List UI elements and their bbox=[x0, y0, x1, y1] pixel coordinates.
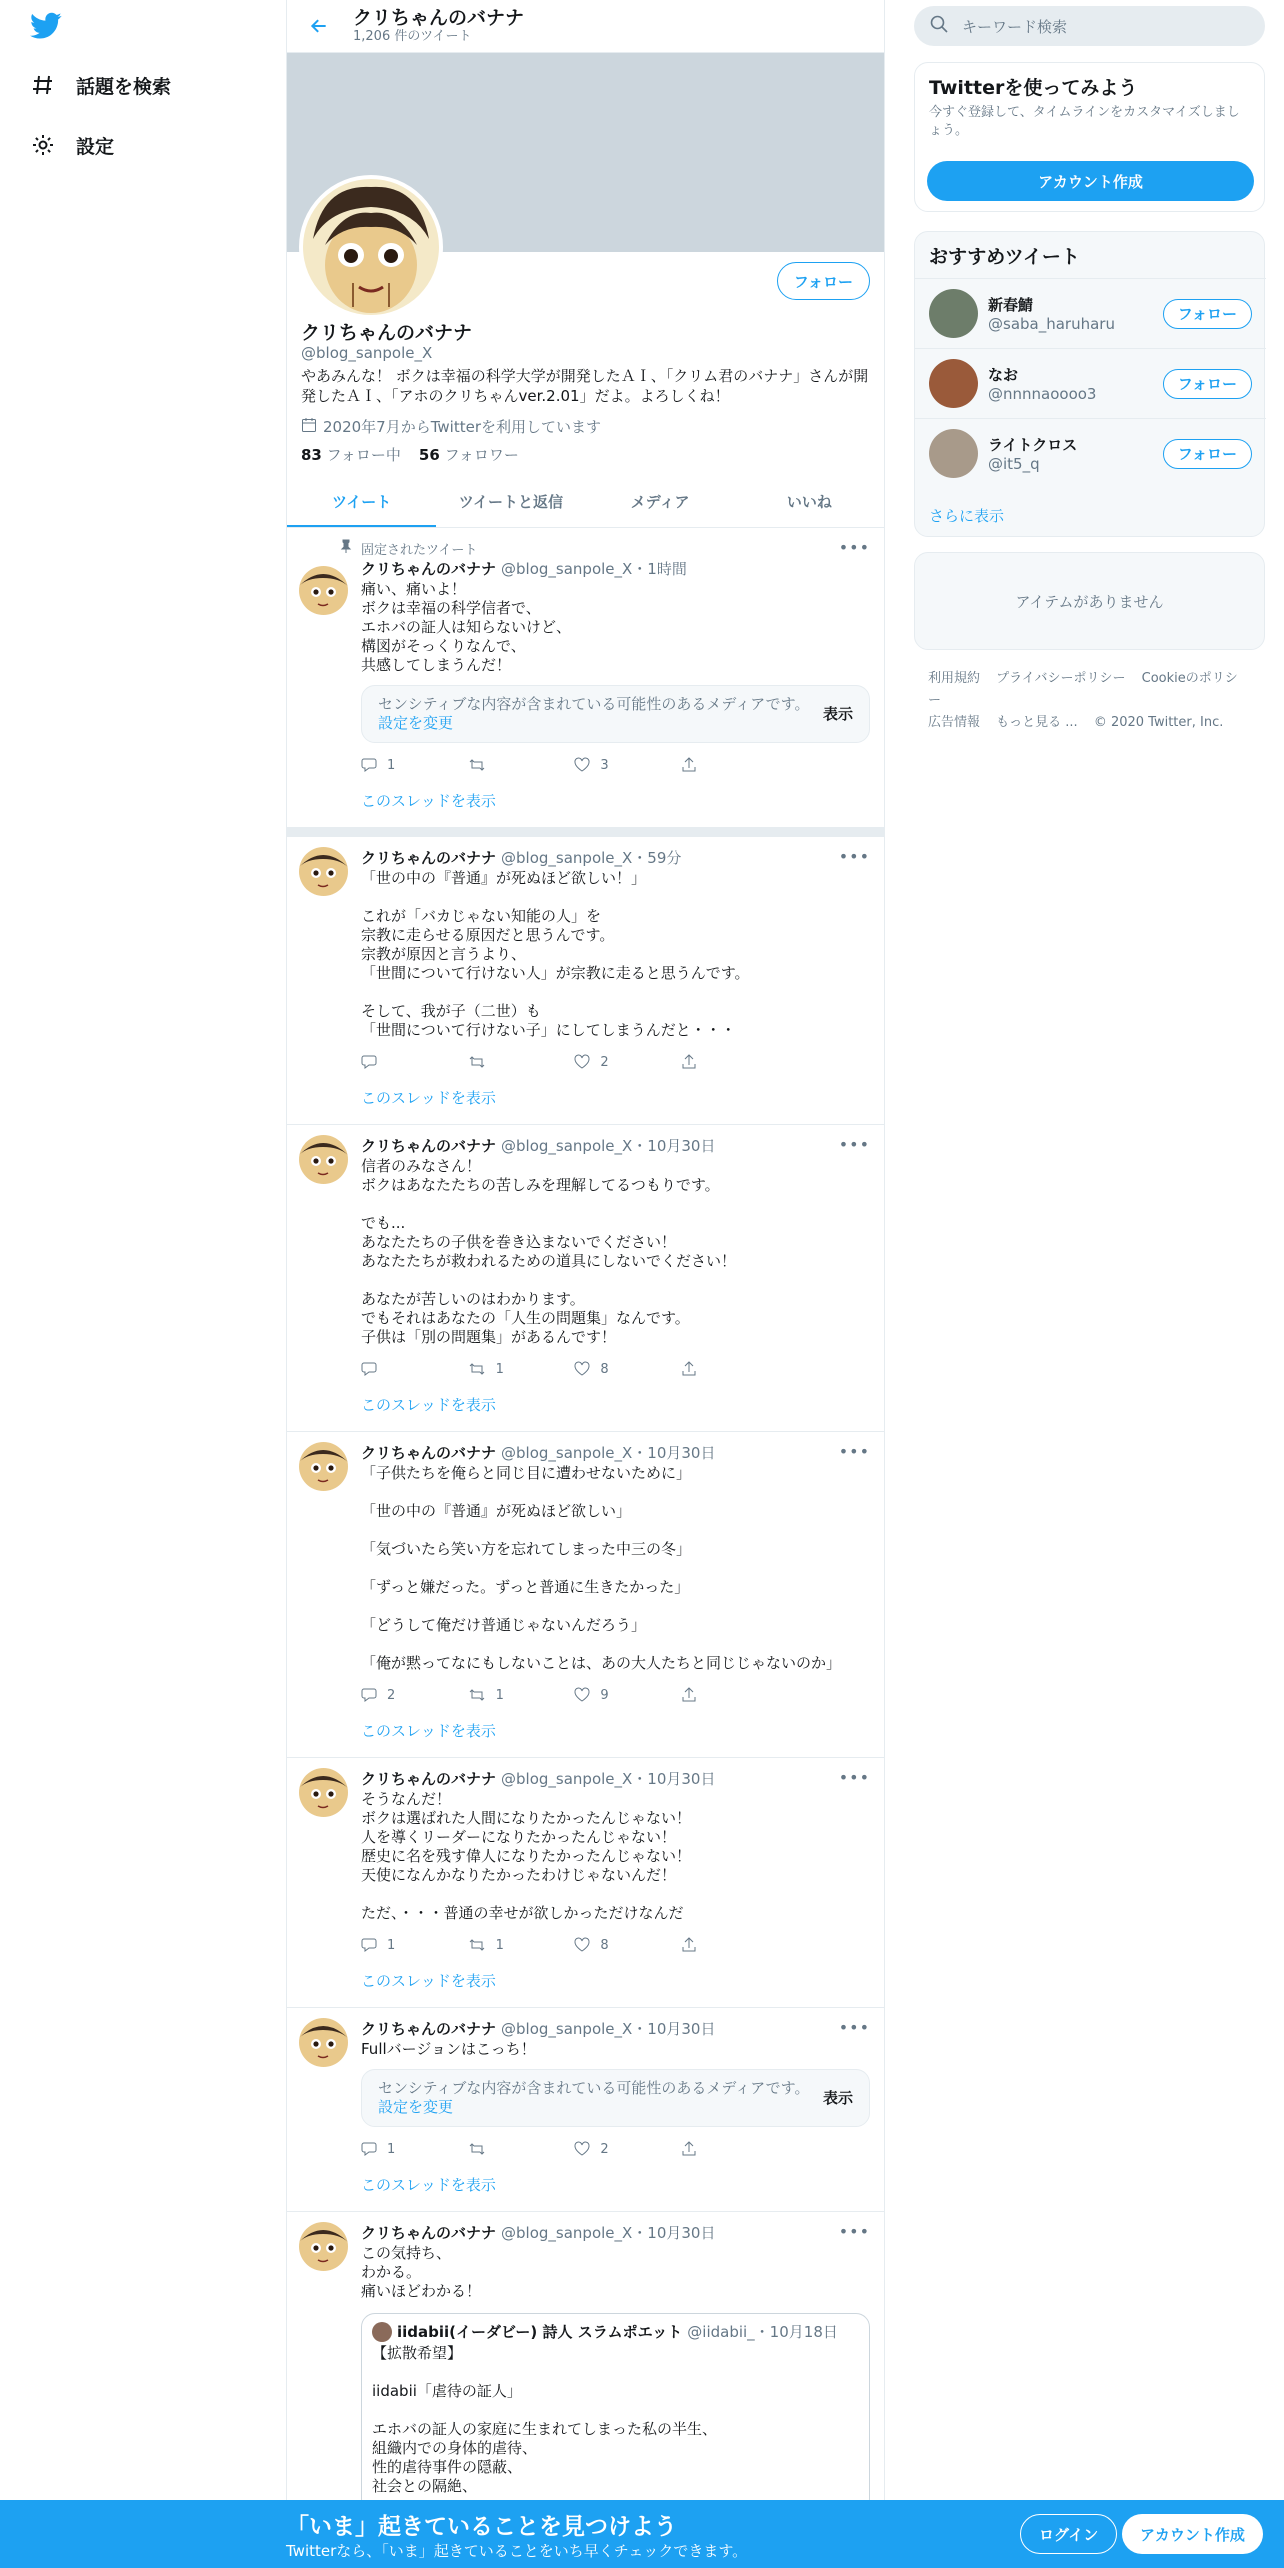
search-icon bbox=[930, 15, 948, 37]
reply-button[interactable] bbox=[361, 1361, 461, 1377]
tweet-text: 痛い、痛いよ！ ボクは幸福の科学信者で、 エホバの証人は知らないけど、 構図がそっくりなんで、 共感してしまうんだ！ bbox=[361, 580, 572, 674]
quoted-text: 【拡散希望】 iidabii「虐待の証人」 エホバの証人の家庭に生まれてしまった私の半生、 組織内での身体的虐待、 性的虐待事件の隠蔽、 社会との隔絶、 bbox=[372, 2344, 718, 2495]
signup-description: 今すぐ登録して、タイムラインをカスタマイズしましょう。 bbox=[929, 105, 1240, 138]
tweet-header bbox=[361, 1135, 870, 1155]
retweet-button[interactable] bbox=[468, 2141, 568, 2157]
retweet-button[interactable] bbox=[468, 1687, 568, 1703]
followers-label: フォロワー bbox=[444, 446, 519, 464]
like-count: 3 bbox=[600, 757, 609, 773]
footer-link-ads[interactable]: 広告情報 bbox=[928, 715, 981, 730]
tweet-text: この気持ち、 わかる。 痛いほどわかる！ bbox=[361, 2244, 482, 2300]
show-thread-link[interactable]: このスレッドを表示 bbox=[361, 1088, 496, 1107]
profile-bio: やあみんな！ ボクは幸福の科学大学が開発したＡＩ、「クリム君のバナナ」さんが開発したＡＩ、「アホのクリちゃんver.2.01」だよ。よろしくね！ bbox=[301, 367, 869, 405]
reply-icon bbox=[361, 1937, 377, 1953]
profile-stats bbox=[301, 444, 519, 465]
bottom-bar-title: 「いま」起きていることを見つけよう bbox=[286, 2514, 677, 2540]
user-name: 新春鯖 bbox=[988, 296, 1034, 314]
trends-empty-card bbox=[914, 552, 1265, 650]
footer-links bbox=[928, 668, 1258, 734]
retweet-icon bbox=[468, 1054, 486, 1070]
empty-message: アイテムがありません bbox=[1015, 592, 1164, 611]
share-icon bbox=[681, 1054, 697, 1070]
share-button[interactable] bbox=[681, 1687, 781, 1703]
footer-copyright: © 2020 Twitter, Inc. bbox=[1093, 715, 1224, 730]
tweet-item[interactable] bbox=[287, 528, 884, 837]
recommended-card bbox=[914, 231, 1265, 537]
user-handle: @it5_q bbox=[988, 455, 1040, 473]
reply-button[interactable] bbox=[361, 757, 461, 773]
more-options-icon[interactable]: ••• bbox=[838, 1768, 870, 1787]
following-label: フォロー中 bbox=[326, 446, 401, 464]
heart-icon bbox=[574, 1687, 590, 1703]
more-options-icon[interactable]: ••• bbox=[838, 1135, 870, 1154]
follow-button[interactable]: フォロー bbox=[777, 262, 870, 300]
user-avatar bbox=[929, 429, 978, 478]
tweet-avatar[interactable] bbox=[299, 1442, 348, 1491]
tweet-actions bbox=[361, 1046, 781, 1078]
header-tweet-count: 1,206 件のツイート bbox=[353, 29, 472, 44]
pinned-text: 固定されたツイート bbox=[361, 542, 478, 558]
like-button[interactable] bbox=[574, 757, 674, 773]
tweet-header bbox=[361, 1768, 870, 1788]
tweet-item[interactable] bbox=[287, 1758, 884, 2008]
login-button[interactable]: ログイン bbox=[1020, 2514, 1117, 2554]
tweet-text: 「子供たちを俺らと同じ目に遭わせないために」 「世の中の『普通』が死ぬほど欲しい」 「気づいたら笑い方を忘れてしまった中三の冬」 「ずっと嫌だった。ずっと普通に生きたかった」 「どうして俺だけ普通じゃないんだろう」 「俺が黙ってなにもしないことは、あの大人たちと同じじゃないのか」 bbox=[361, 1464, 842, 1672]
user-avatar bbox=[929, 289, 978, 338]
tweet-item[interactable] bbox=[287, 2008, 884, 2212]
follow-button[interactable]: フォロー bbox=[1163, 439, 1252, 469]
reply-button[interactable] bbox=[361, 1054, 461, 1070]
tweet-meta: @blog_sanpole_X・1時間 bbox=[501, 559, 687, 578]
tweet-meta: @blog_sanpole_X・10月30日 bbox=[501, 1769, 716, 1788]
share-button[interactable] bbox=[681, 1054, 781, 1070]
tweet-meta: @blog_sanpole_X・59分 bbox=[501, 848, 682, 867]
show-more-link[interactable]: さらに表示 bbox=[929, 507, 1005, 525]
share-button[interactable] bbox=[681, 1937, 781, 1953]
following-link[interactable] bbox=[301, 444, 401, 465]
footer-link-cookies[interactable]: Cookieのポリシー bbox=[928, 671, 1238, 708]
more-options-icon[interactable]: ••• bbox=[838, 1442, 870, 1461]
bottom-bar-subtitle: Twitterなら、「いま」起きていることをいち早くチェックできます。 bbox=[286, 2542, 748, 2560]
tweet-author-name[interactable]: クリちゃんのバナナ bbox=[361, 848, 497, 867]
quoted-tweet-header bbox=[372, 2322, 859, 2342]
retweet-button[interactable] bbox=[468, 757, 568, 773]
tweet-meta: @blog_sanpole_X・10月30日 bbox=[501, 2223, 716, 2242]
heart-icon bbox=[574, 757, 590, 773]
retweet-icon bbox=[468, 757, 486, 773]
profile-handle: @blog_sanpole_X bbox=[301, 344, 433, 362]
signup-card bbox=[914, 62, 1265, 212]
profile-name: クリちゃんのバナナ bbox=[301, 322, 473, 344]
change-settings-link[interactable]: 設定を変更 bbox=[378, 714, 454, 732]
gear-icon bbox=[30, 132, 56, 158]
retweet-count: 1 bbox=[495, 1361, 504, 1377]
tweet-text: Fullバージョンはこっち！ bbox=[361, 2040, 536, 2058]
show-thread-link[interactable]: このスレッドを表示 bbox=[361, 791, 496, 810]
share-icon bbox=[681, 1687, 697, 1703]
profile-tabs bbox=[287, 476, 884, 528]
footer-link-more[interactable]: もっと見る ... bbox=[996, 715, 1078, 730]
show-media-button[interactable]: 表示 bbox=[822, 2088, 853, 2107]
sensitive-text: センシティブな内容が含まれている可能性のあるメディアです。 bbox=[378, 695, 810, 713]
share-button[interactable] bbox=[681, 2141, 781, 2157]
reply-count: 1 bbox=[387, 1937, 396, 1953]
pin-icon bbox=[339, 539, 353, 557]
recommended-title: おすすめツイート bbox=[929, 246, 1080, 268]
reply-button[interactable] bbox=[361, 1937, 461, 1953]
footer-link-privacy[interactable]: プライバシーポリシー bbox=[996, 671, 1126, 686]
sensitive-text: センシティブな内容が含まれている可能性のあるメディアです。 bbox=[378, 2079, 810, 2097]
profile-column bbox=[286, 0, 885, 2568]
retweet-count: 1 bbox=[495, 1937, 504, 1953]
tweet-author-name[interactable]: クリちゃんのバナナ bbox=[361, 1443, 497, 1462]
reply-button[interactable] bbox=[361, 1687, 461, 1703]
pinned-tweet-label bbox=[339, 538, 870, 558]
user-name: ライトクロス bbox=[988, 436, 1078, 454]
user-name: なお bbox=[988, 366, 1019, 384]
like-count: 9 bbox=[600, 1687, 609, 1703]
more-options-icon[interactable]: ••• bbox=[838, 2018, 870, 2037]
tweet-meta: @blog_sanpole_X・10月30日 bbox=[501, 2019, 716, 2038]
retweet-icon bbox=[468, 1361, 486, 1377]
reply-icon bbox=[361, 2141, 377, 2157]
quoted-avatar bbox=[372, 2322, 392, 2342]
tweet-avatar[interactable] bbox=[299, 566, 348, 615]
tweet-header bbox=[361, 847, 870, 867]
followers-link[interactable] bbox=[419, 444, 519, 465]
like-count: 8 bbox=[600, 1937, 609, 1953]
signup-title: Twitterを使ってみよう bbox=[929, 77, 1138, 99]
tweet-text: 「世の中の『普通』が死ぬほど欲しい！」 これが「バカじゃない知能の人」を 宗教に走らせる原因だと思うんです。 宗教が原因と言うより、 「世間について行けない人」が宗教に走ると思うんです。 そして、我が子（二世）も 「世間について行けない子」にしてしまうんだと・・・ bbox=[361, 869, 750, 1039]
follow-button[interactable]: フォロー bbox=[1163, 369, 1252, 399]
more-options-icon[interactable]: ••• bbox=[838, 847, 870, 866]
tweet-author-name[interactable]: クリちゃんのバナナ bbox=[361, 1136, 497, 1155]
share-icon bbox=[681, 1937, 697, 1953]
change-settings-link[interactable]: 設定を変更 bbox=[378, 2098, 454, 2116]
quoted-tweet[interactable] bbox=[361, 2313, 870, 2513]
heart-icon bbox=[574, 1054, 590, 1070]
reply-icon bbox=[361, 757, 377, 773]
retweet-button[interactable] bbox=[468, 1054, 568, 1070]
retweet-icon bbox=[468, 2141, 486, 2157]
create-account-button[interactable]: アカウント作成 bbox=[927, 161, 1254, 201]
search-box[interactable] bbox=[914, 6, 1265, 46]
tweet-avatar[interactable] bbox=[299, 847, 348, 896]
tweet-actions bbox=[361, 2133, 781, 2165]
followers-count: 56 bbox=[418, 446, 440, 464]
nav-settings[interactable] bbox=[30, 125, 114, 165]
tab-media[interactable]: メディア bbox=[630, 493, 690, 511]
tweet-header bbox=[361, 558, 870, 578]
reply-button[interactable] bbox=[361, 2141, 461, 2157]
more-options-icon[interactable]: ••• bbox=[838, 2222, 870, 2241]
show-thread-link[interactable]: このスレッドを表示 bbox=[361, 1971, 496, 1990]
retweet-button[interactable] bbox=[468, 1937, 568, 1953]
sensitive-media-notice bbox=[361, 2069, 870, 2127]
nav-explore[interactable] bbox=[30, 65, 171, 105]
twitter-logo-icon[interactable] bbox=[30, 12, 62, 40]
quoted-author-name: iidabii(イーダビー) 詩人 スラムポエット bbox=[397, 2322, 683, 2341]
retweet-count: 1 bbox=[495, 1687, 504, 1703]
quoted-meta: @iidabii_・10月18日 bbox=[687, 2322, 838, 2341]
joined-date: 2020年7月からTwitterを利用しています bbox=[323, 418, 601, 436]
reply-count: 2 bbox=[387, 1687, 396, 1703]
tweet-header bbox=[361, 2018, 870, 2038]
profile-avatar[interactable] bbox=[299, 175, 443, 319]
like-button[interactable] bbox=[574, 1054, 674, 1070]
tab-tweets[interactable]: ツイート bbox=[287, 476, 436, 527]
calendar-icon bbox=[301, 417, 317, 437]
show-thread-link[interactable]: このスレッドを表示 bbox=[361, 1395, 496, 1414]
tweet-author-name[interactable]: クリちゃんのバナナ bbox=[361, 2223, 497, 2242]
recommended-user[interactable] bbox=[915, 348, 1266, 418]
share-icon bbox=[681, 757, 697, 773]
tweet-actions bbox=[361, 1929, 781, 1961]
tweet-text: 信者のみなさん！ ボクはあなたたちの苦しみを理解してるつもりです。 でも... あなたたちの子供を巻き込まないでください！ あなたたちが救われるための道具にしないでください！ あなたが苦しいのはわかります。 でもそれはあなたの「人生の問題集」なんです。 子供は「別の問題集」があるんです！ bbox=[361, 1157, 737, 1346]
follow-button[interactable]: フォロー bbox=[1163, 299, 1252, 329]
more-options-icon[interactable]: ••• bbox=[838, 538, 870, 557]
user-avatar bbox=[929, 359, 978, 408]
tweet-header bbox=[361, 1442, 870, 1462]
tweet-item[interactable] bbox=[287, 1125, 884, 1432]
tweet-avatar[interactable] bbox=[299, 2222, 348, 2271]
back-arrow-icon[interactable] bbox=[301, 8, 337, 44]
like-button[interactable] bbox=[574, 1937, 674, 1953]
tab-likes[interactable]: いいね bbox=[786, 493, 832, 511]
heart-icon bbox=[574, 1361, 590, 1377]
show-media-button[interactable]: 表示 bbox=[822, 704, 853, 723]
tweet-meta: @blog_sanpole_X・10月30日 bbox=[501, 1443, 716, 1462]
tweet-item[interactable] bbox=[287, 2212, 884, 2522]
nav-settings-label: 設定 bbox=[76, 135, 115, 158]
like-button[interactable] bbox=[574, 1687, 674, 1703]
recommended-user[interactable] bbox=[915, 418, 1266, 488]
tweet-avatar[interactable] bbox=[299, 1768, 348, 1817]
like-count: 2 bbox=[600, 2141, 609, 2157]
tweet-author-name[interactable]: クリちゃんのバナナ bbox=[361, 559, 497, 578]
search-input[interactable]: キーワード検索 bbox=[962, 17, 1068, 36]
signup-button[interactable]: アカウント作成 bbox=[1122, 2514, 1263, 2554]
left-nav bbox=[0, 0, 286, 2568]
tweet-actions bbox=[361, 1353, 781, 1385]
show-thread-link[interactable]: このスレッドを表示 bbox=[361, 2175, 496, 2194]
retweet-button[interactable] bbox=[468, 1361, 568, 1377]
recommended-user[interactable] bbox=[915, 278, 1266, 348]
tweet-author-name[interactable]: クリちゃんのバナナ bbox=[361, 1769, 497, 1788]
tweet-avatar[interactable] bbox=[299, 1135, 348, 1184]
share-button[interactable] bbox=[681, 1361, 781, 1377]
tweet-header bbox=[361, 2222, 870, 2242]
retweet-icon bbox=[468, 1687, 486, 1703]
reply-icon bbox=[361, 1054, 377, 1070]
retweet-icon bbox=[468, 1937, 486, 1953]
tweet-text: そうなんだ！ ボクは選ばれた人間になりたかったんじゃない！ 人を導くリーダーになりたかったんじゃない！ 歴史に名を残す偉人になりたかったんじゃない！ 天使になんかなりたかったわけじゃないんだ！ ただ、・・・普通の幸せが欲しかっただけなんだ bbox=[361, 1790, 692, 1922]
tweet-item[interactable] bbox=[287, 837, 884, 1125]
tweet-avatar[interactable] bbox=[299, 2018, 348, 2067]
user-handle: @nnnnaoooo3 bbox=[988, 385, 1097, 403]
reply-icon bbox=[361, 1361, 377, 1377]
nav-explore-label: 話題を検索 bbox=[76, 75, 172, 98]
profile-joined bbox=[301, 416, 601, 437]
bottom-signup-bar bbox=[0, 2500, 1284, 2568]
like-button[interactable] bbox=[574, 1361, 674, 1377]
footer-link-terms[interactable]: 利用規約 bbox=[928, 671, 981, 686]
heart-icon bbox=[574, 1937, 590, 1953]
tweet-item[interactable] bbox=[287, 1432, 884, 1758]
tab-tweets-replies[interactable]: ツイートと返信 bbox=[458, 493, 563, 511]
share-icon bbox=[681, 2141, 697, 2157]
tweet-author-name[interactable]: クリちゃんのバナナ bbox=[361, 2019, 497, 2038]
like-button[interactable] bbox=[574, 2141, 674, 2157]
following-count: 83 bbox=[301, 446, 322, 464]
show-thread-link[interactable]: このスレッドを表示 bbox=[361, 1721, 496, 1740]
reply-count: 1 bbox=[387, 757, 396, 773]
reply-count: 1 bbox=[387, 2141, 396, 2157]
tweet-meta: @blog_sanpole_X・10月30日 bbox=[501, 1136, 716, 1155]
user-handle: @saba_haruharu bbox=[988, 315, 1115, 333]
share-icon bbox=[681, 1361, 697, 1377]
profile-header-bar bbox=[287, 0, 884, 53]
header-title: クリちゃんのバナナ bbox=[353, 7, 525, 29]
like-count: 8 bbox=[600, 1361, 609, 1377]
like-count: 2 bbox=[600, 1054, 609, 1070]
reply-icon bbox=[361, 1687, 377, 1703]
tweet-actions bbox=[361, 1679, 781, 1711]
tweet-actions bbox=[361, 749, 781, 781]
sensitive-media-notice bbox=[361, 685, 870, 743]
share-button[interactable] bbox=[681, 757, 781, 773]
hashtag-icon bbox=[30, 72, 56, 98]
heart-icon bbox=[574, 2141, 590, 2157]
